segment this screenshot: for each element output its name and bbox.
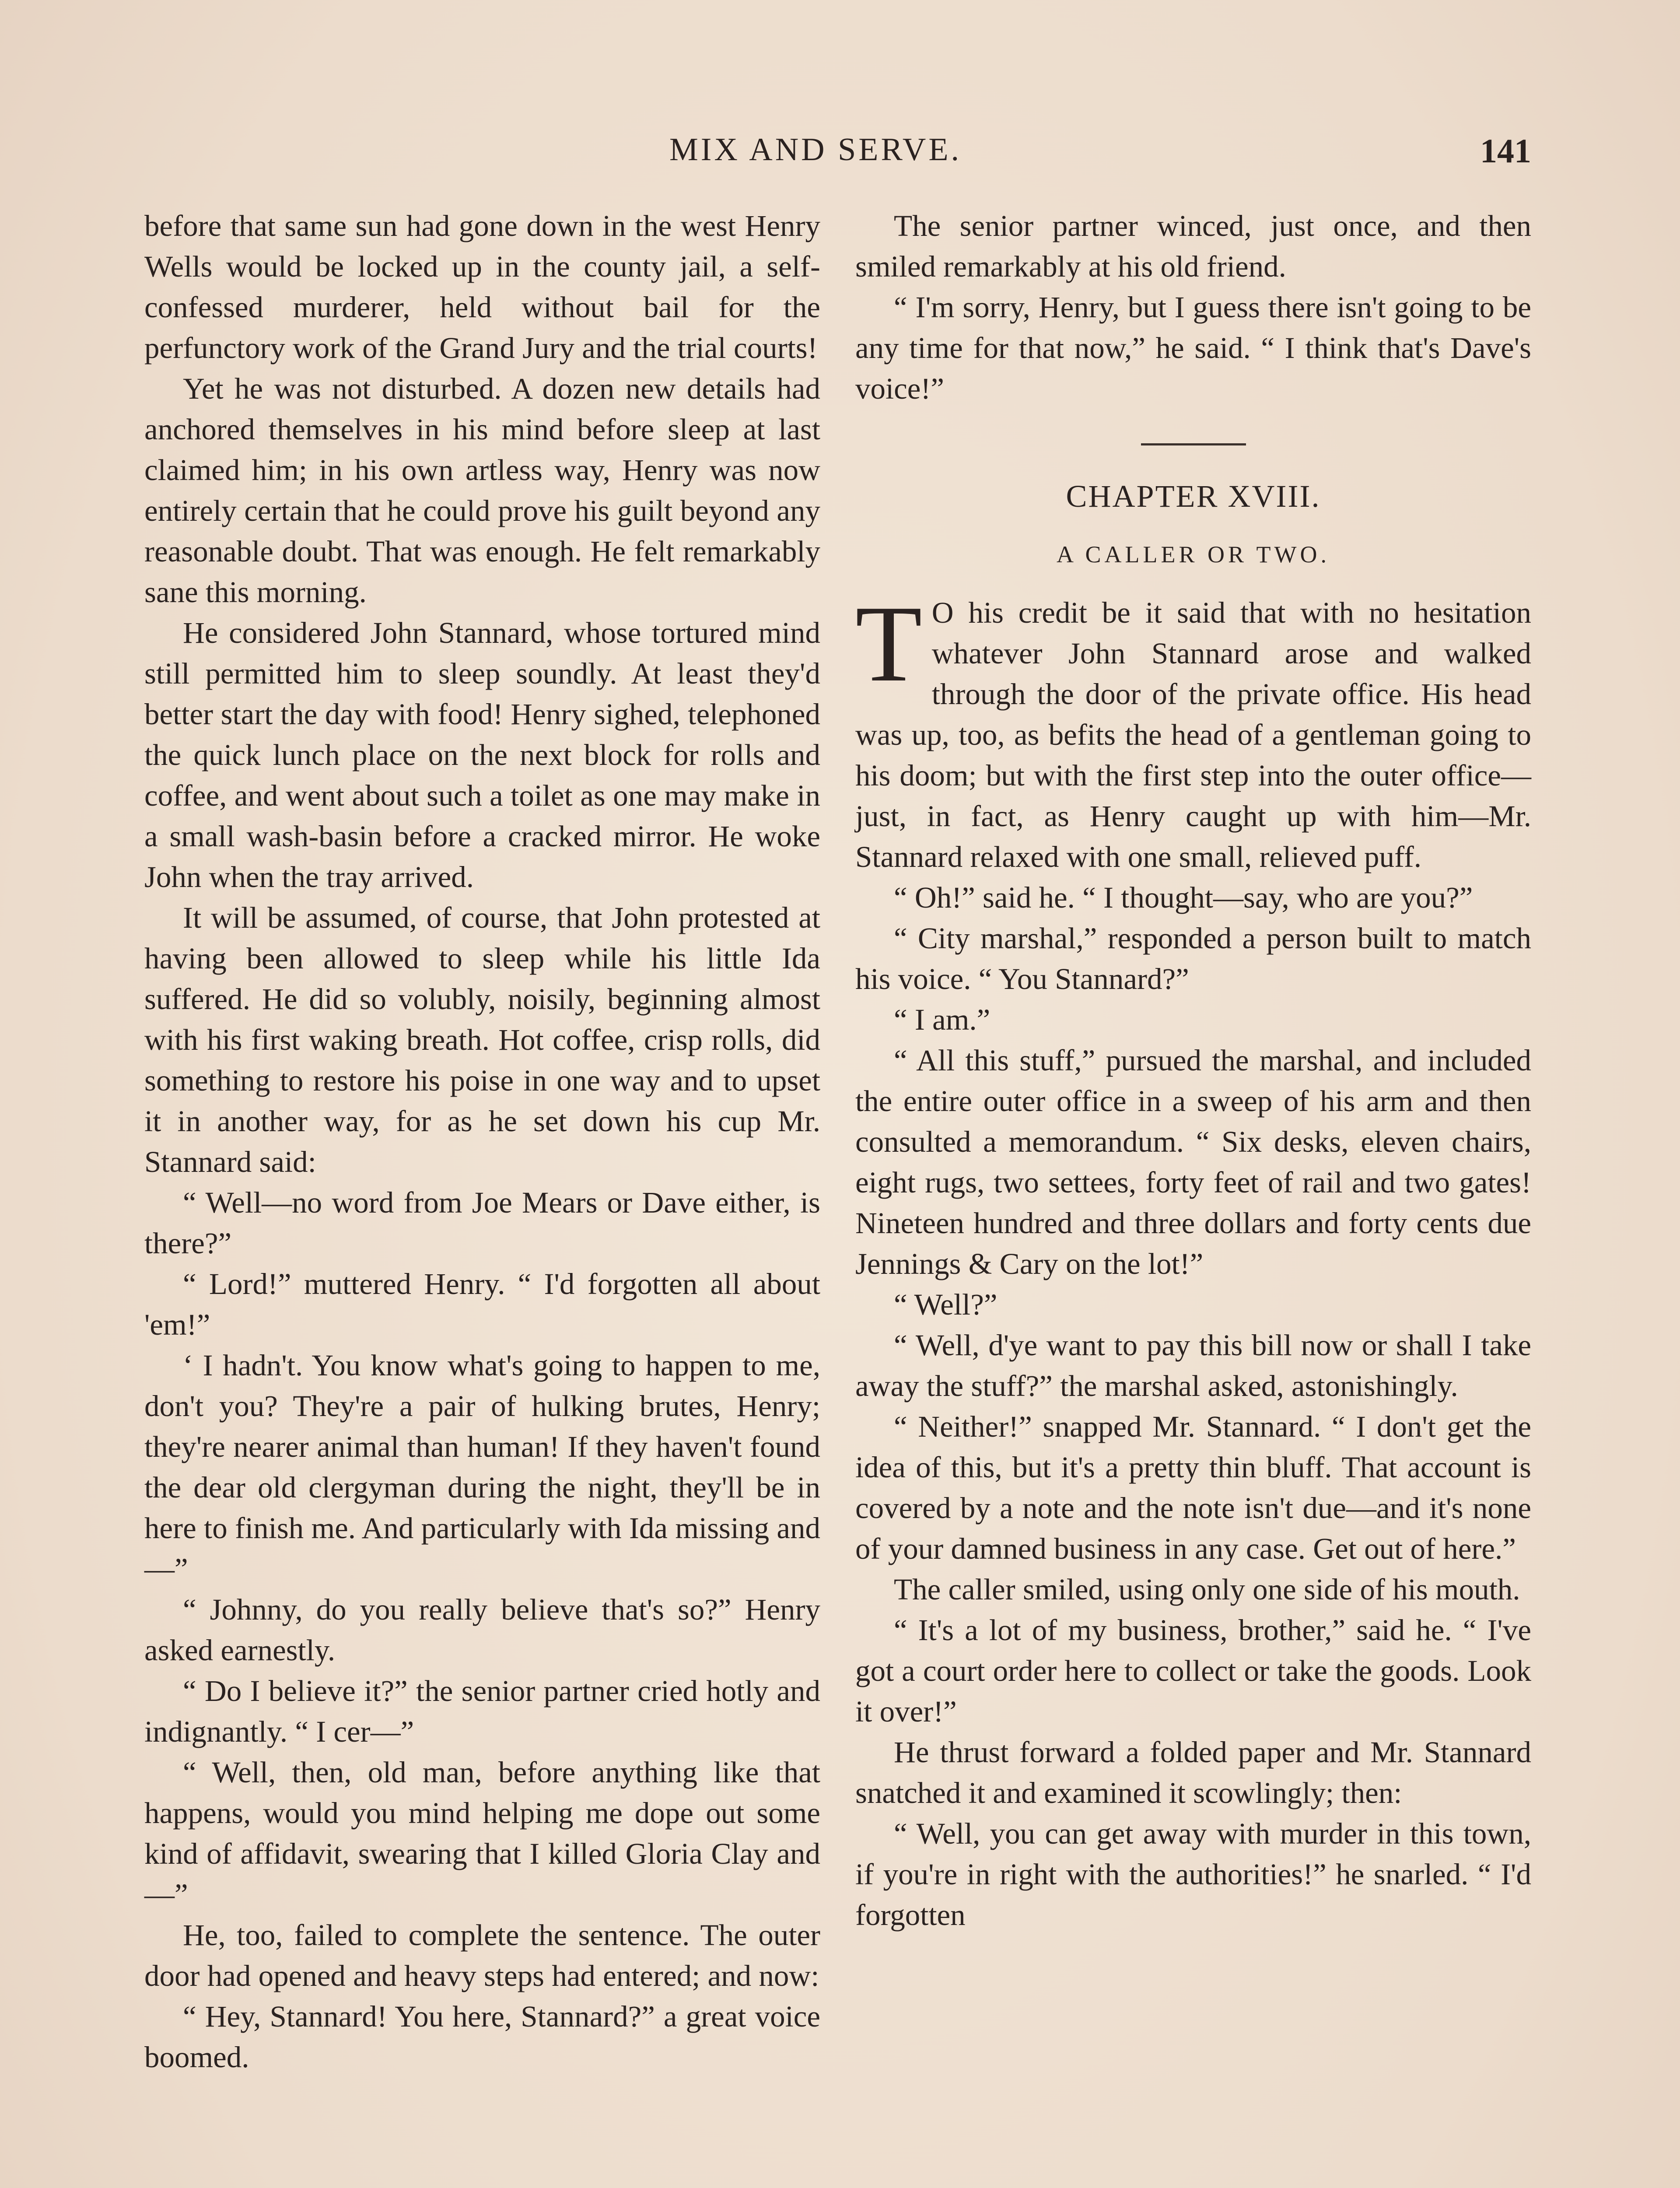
page-number: 141 [1480,132,1531,170]
paragraph: “ Neither!” snapped Mr. Stannard. “ I don't get the idea of this, but it's a pretty thin bluff. That account is covered by a note and the note isn't due—and it's none of your damned business in any case. Get out of here.” [855,1410,1531,1565]
paragraph: Yet he was not disturbed. A dozen new details had anchored themselves in his mind before sleep at last claimed him; in his own artless way, Henry was now entirely certain that he could prove his guilt beyond any reasonable doubt. That was enough. He felt remarkably sane this morning. [144,372,820,609]
paragraph: “ Johnny, do you really believe that's so?” Henry asked earnestly. [144,1593,820,1667]
paragraph: “ All this stuff,” pursued the marshal, and included the entire outer office in a sweep of his arm and then consulted a memorandum. “ Six desks, eleven chairs, eight rugs, two settees, forty feet of rail and two gates! Nineteen hundred and three dollars and forty cents due Jennings & Cary on the lot!” [855,1044,1531,1280]
paragraph: “ Well?” [894,1288,998,1321]
paragraph: “ Well—no word from Joe Mears or Dave either, is there?” [144,1186,820,1260]
left-column [144,206,820,2078]
chapter-opening-paragraph [855,583,1531,877]
paragraph: before that same sun had gone down in the west Henry Wells would be locked up in the county jail, a self-confessed murderer, held without bail for the perfunctory work of the Grand Jury and the trial courts! [144,209,820,365]
running-head: MIX AND SERVE. [669,132,962,168]
chapter-subtitle: A CALLER OR TWO. [1057,541,1330,568]
chapter-title: CHAPTER XVIII. [1066,479,1321,514]
paragraph: “ I'm sorry, Henry, but I guess there isn't going to be any time for that now,” he said. “ I think that's Dave's voice!” [855,291,1531,405]
paragraph: “ Lord!” muttered Henry. “ I'd forgotten all about 'em!” [144,1267,820,1341]
chapter-opening-text: O his credit be it said that with no hesitation whatever John Stannard arose and walked through the door of the private office. His head was up, too, as befits the head of a gentleman going to his doom; but with the first step into the outer office—just, in fact, as Henry caught up with him—Mr. Stannard relaxed with one small, relieved puff. [855,596,1531,873]
paragraph: “ Well, you can get away with murder in this town, if you're in right with the authorities!” he snarled. “ I'd forgotten [855,1817,1531,1932]
paragraph: ‘ I hadn't. You know what's going to happen to me, don't you? They're a pair of hulking brutes, Henry; they're nearer animal than human! If they haven't found the dear old clergyman during the night, they'll be in here to finish me. And particularly with Ida missing and—” [144,1349,820,1585]
paragraph: “ Well, then, old man, before anything like that happens, would you mind helping me dope out some kind of affidavit, swearing that I killed Gloria Clay and—” [144,1756,820,1911]
page-header [144,131,1531,179]
paragraph: “ Do I believe it?” the senior partner cried hotly and indignantly. “ I cer—” [144,1674,820,1748]
drop-cap: T [855,583,922,705]
paragraph: “ Hey, Stannard! You here, Stannard?” a great voice boomed. [144,2000,820,2074]
section-divider [1141,443,1246,445]
paragraph: “ Well, d'ye want to pay this bill now or shall I take away the stuff?” the marshal asked, astonishingly. [855,1329,1531,1403]
right-column [855,206,1531,1936]
paragraph: It will be assumed, of course, that John protested at having been allowed to sleep while his little Ida suffered. He did so volubly, noisily, beginning almost with his first waking breath. Hot coffee, crisp rolls, did something to restore his poise in one way and to upset it in another way, for as he set down his cup Mr. Stannard said: [144,901,820,1178]
paragraph: “ Oh!” said he. “ I thought—say, who are you?” [894,881,1473,914]
paragraph: He, too, failed to complete the sentence. The outer door had opened and heavy steps had entered; and now: [144,1918,820,1992]
paragraph: “ City marshal,” responded a person built to match his voice. “ You Stannard?” [855,922,1531,996]
paragraph: The caller smiled, using only one side of his mouth. [894,1573,1520,1606]
paragraph: He thrust forward a folded paper and Mr. Stannard snatched it and examined it scowlingly; then: [855,1736,1531,1809]
paragraph: “ It's a lot of my business, brother,” said he. “ I've got a court order here to collect or take the goods. Look it over!” [855,1613,1531,1728]
paragraph: The senior partner winced, just once, and then smiled remarkably at his old friend. [855,209,1531,283]
paragraph: “ I am.” [894,1003,990,1036]
paragraph: He considered John Stannard, whose tortured mind still permitted him to sleep soundly. At least they'd better start the day with food! Henry sighed, telephoned the quick lunch place on the next block for rolls and coffee, and went about such a toilet as one may make in a small wash-basin before a cracked mirror. He woke John when the tray arrived. [144,616,820,894]
